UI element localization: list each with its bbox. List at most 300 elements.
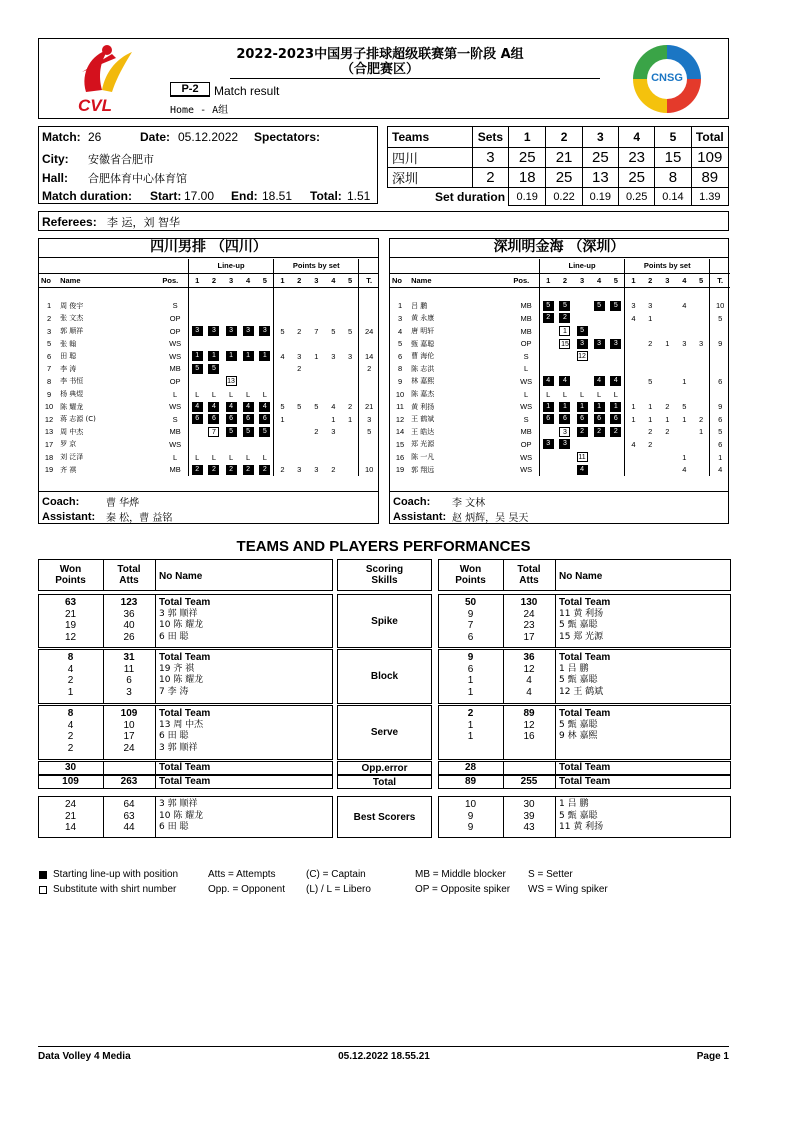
results-set-score: 8 — [655, 168, 691, 188]
player-position: OP — [162, 325, 188, 338]
player-or-team: 3 郭 顺祥 — [159, 799, 198, 809]
starting-position-mark: 5 — [610, 301, 621, 311]
points-set-header: 2 — [642, 273, 659, 287]
player-total: 3 — [367, 414, 372, 424]
set-points: 2 — [693, 413, 710, 426]
total-atts: 30 — [523, 799, 535, 810]
player-total — [359, 438, 379, 451]
player-number: 1 — [46, 301, 52, 311]
won-points: 2 — [467, 708, 474, 719]
set-points — [659, 312, 676, 325]
player-total — [710, 363, 730, 376]
skill-label: Best Scorers — [353, 811, 416, 823]
set-points — [274, 300, 291, 313]
player-total: 6 — [718, 414, 723, 424]
set-points — [659, 451, 676, 464]
player-row — [389, 350, 730, 363]
total-atts: 11 — [123, 663, 135, 675]
set-points — [274, 312, 291, 325]
results-set-score: 13 — [582, 168, 618, 188]
set-points — [342, 426, 359, 439]
player-total — [359, 451, 379, 464]
total-atts: 4 — [526, 686, 532, 698]
set-points: 1 — [331, 414, 336, 424]
player-name: 黄 利扬 — [411, 402, 435, 411]
team-a-coach: 曹 华烨 — [106, 498, 140, 509]
set-points — [659, 300, 676, 313]
set-points — [308, 438, 325, 451]
set-duration: 0.19 — [509, 188, 546, 206]
player-name: 王 鹤斌 — [411, 415, 435, 424]
set-points: 2 — [314, 427, 319, 437]
set-points — [693, 325, 710, 338]
no-header: No — [389, 273, 411, 287]
set-points — [693, 463, 710, 476]
end-label: End: — [231, 189, 258, 203]
set-points — [625, 363, 642, 376]
lineup-set-header: 4 — [591, 273, 608, 287]
set-points: 2 — [342, 400, 359, 413]
lineup-set-header: 3 — [223, 273, 240, 287]
player-row — [38, 325, 379, 338]
player-total: 2 — [367, 364, 372, 374]
starting-position-mark: 4 — [610, 376, 621, 386]
player-name: 陈 志洪 — [411, 364, 435, 373]
points-set-header: 3 — [659, 273, 676, 287]
total-atts: 123 — [120, 597, 138, 608]
total-header: T. — [359, 273, 379, 287]
starting-position-mark: 4 — [192, 402, 203, 412]
roster-table — [389, 259, 730, 476]
set-points: 1 — [631, 402, 636, 412]
no-name-header: No Name — [159, 571, 203, 582]
won-points: 9 — [467, 822, 474, 833]
starting-position-mark: 2 — [610, 427, 621, 437]
won-points: 12 — [64, 631, 77, 643]
player-number: 5 — [397, 339, 403, 349]
duration-label: Match duration: — [42, 189, 132, 203]
team-a-assistant-label: Assistant: — [42, 511, 96, 523]
player-or-team: 10 陈 耀龙 — [159, 620, 204, 630]
name-header: Name — [60, 273, 162, 287]
team-b-assistant-label: Assistant: — [393, 511, 447, 523]
legend — [38, 868, 738, 900]
player-position: S — [513, 350, 539, 363]
results-team: 四川 — [388, 148, 473, 168]
set-points: 7 — [314, 326, 319, 336]
player-position: L — [162, 388, 188, 401]
libero-mark: L — [211, 452, 217, 462]
set-points: 5 — [314, 402, 319, 412]
set-points — [693, 438, 710, 451]
legend-op: OP = Opposite spiker — [415, 884, 511, 895]
starting-position-mark: 5 — [559, 301, 570, 311]
won-points: 21 — [64, 608, 77, 620]
starting-position-mark: 1 — [226, 351, 237, 361]
player-total: 4 — [718, 465, 723, 475]
results-header-teams: Teams — [388, 127, 473, 148]
libero-mark: L — [597, 389, 602, 399]
lineup-header: Line-up — [188, 259, 273, 273]
won-points: 2 — [67, 742, 74, 754]
hall-value: 合肥体育中心体育馆 — [88, 172, 187, 185]
pos-header: Pos. — [513, 273, 539, 287]
player-number: 1 — [397, 301, 403, 311]
libero-mark: L — [613, 389, 618, 399]
won-points: 9 — [467, 608, 474, 620]
pos-header: Pos. — [162, 273, 188, 287]
team-b-assistant: 赵 炳辉，吴 昊天 — [452, 513, 529, 524]
total-atts: 24 — [123, 742, 135, 754]
total-atts: 16 — [523, 731, 535, 742]
set-points — [342, 451, 359, 464]
cnsg-logo — [628, 42, 706, 116]
set-points — [642, 451, 659, 464]
player-total — [359, 388, 379, 401]
player-name: 李 书恒 — [60, 377, 84, 386]
player-total — [359, 337, 379, 350]
player-or-team: Total Team — [159, 597, 211, 608]
starting-position-mark: 3 — [543, 439, 554, 449]
player-name: 林 嘉熙 — [411, 377, 435, 386]
set-points: 5 — [280, 402, 285, 412]
player-or-team: 6 田 聪 — [159, 731, 189, 741]
substitute-mark: 7 — [208, 427, 219, 437]
results-header-set2: 2 — [546, 127, 582, 148]
match-label: Match: — [42, 130, 81, 144]
player-total: 21 — [365, 402, 374, 412]
player-position: WS — [513, 375, 539, 388]
start-value: 17.00 — [184, 189, 215, 203]
set-points — [325, 337, 342, 350]
legend-ws: WS = Wing spiker — [528, 884, 608, 895]
set-points — [308, 413, 325, 426]
player-name: 吕 鹏 — [411, 301, 428, 310]
set-points: 1 — [693, 426, 710, 439]
player-or-team: 13 周 中杰 — [159, 719, 204, 730]
player-or-team: 5 甄 嘉聪 — [559, 620, 598, 630]
points-set-header: 2 — [291, 273, 308, 287]
team-a-coach-rule — [38, 491, 379, 492]
doc-category: Home - A组 — [170, 105, 229, 116]
player-number: 8 — [46, 376, 52, 386]
set-points — [693, 388, 710, 401]
player-number: 19 — [44, 465, 54, 475]
starting-position-mark: 6 — [577, 414, 588, 424]
set-points: 2 — [280, 465, 285, 475]
player-position: MB — [513, 312, 539, 325]
player-or-team: 3 郭 顺祥 — [159, 742, 198, 753]
total-label: Total: — [310, 189, 342, 203]
set-points — [291, 312, 308, 325]
set-points — [676, 388, 693, 401]
player-row — [389, 375, 730, 388]
player-number: 3 — [46, 326, 52, 336]
legend-opp: Opp. = Opponent — [208, 884, 286, 895]
set-points — [676, 363, 693, 376]
results-header-set1: 1 — [509, 127, 546, 148]
results-team: 深圳 — [388, 168, 473, 188]
set-points: 4 — [631, 313, 636, 323]
results-header-set3: 3 — [582, 127, 618, 148]
player-or-team: 19 齐 祺 — [159, 663, 195, 674]
won-points: 9 — [467, 810, 474, 822]
set-points — [342, 388, 359, 401]
total-atts: 4 — [526, 675, 532, 686]
footer-right: Page 1 — [696, 1051, 729, 1062]
starting-position-mark: 5 — [259, 427, 270, 437]
player-total: 9 — [718, 402, 723, 412]
player-or-team: 11 黄 利扬 — [559, 608, 604, 619]
starting-position-mark: 3 — [610, 339, 621, 349]
set-points — [325, 388, 342, 401]
starting-position-mark: 6 — [226, 414, 237, 424]
results-row-sichuan — [388, 148, 729, 168]
set-points — [642, 388, 659, 401]
set-points — [625, 463, 642, 476]
starting-position-mark: 3 — [192, 326, 203, 336]
scoring-skills-header: Scoring Skills — [365, 564, 404, 586]
player-row — [38, 438, 379, 451]
starting-position-mark: 6 — [208, 414, 219, 424]
player-name: 齐 祺 — [60, 465, 77, 474]
set-points — [342, 463, 359, 476]
player-row — [38, 375, 379, 388]
points-set-header: 4 — [676, 273, 693, 287]
set-points: 1 — [665, 339, 670, 349]
total-atts: 255 — [520, 776, 538, 787]
lineup-set-header: 5 — [608, 273, 625, 287]
cvl-logo-text: CVL — [78, 96, 112, 115]
total-atts: 40 — [123, 620, 135, 631]
results-set-score: 25 — [546, 168, 582, 188]
player-or-team: 7 李 涛 — [159, 686, 189, 697]
player-row — [38, 413, 379, 426]
set-points — [291, 388, 308, 401]
start-label: Start: — [150, 189, 182, 203]
starting-position-mark: 2 — [559, 313, 570, 323]
total-atts: 12 — [523, 663, 535, 675]
points-set-header: 5 — [342, 273, 359, 287]
player-number: 9 — [46, 389, 52, 399]
player-total: 6 — [718, 376, 723, 386]
substitute-mark: 15 — [561, 340, 569, 348]
team-a-name: 四川男排 （四川） — [38, 238, 379, 258]
total-atts: 36 — [123, 608, 135, 620]
libero-mark: L — [262, 452, 267, 462]
player-number: 4 — [397, 326, 403, 336]
skill-label: Total — [372, 776, 397, 788]
results-header-total: Total — [691, 127, 728, 148]
skill-label: Serve — [370, 727, 399, 738]
player-total — [710, 350, 730, 363]
player-total: 5 — [718, 427, 723, 437]
set-points — [676, 312, 693, 325]
set-points — [308, 312, 325, 325]
total-header: T. — [710, 273, 730, 287]
lineup-set-header: 1 — [188, 273, 205, 287]
player-or-team: Total Team — [159, 776, 211, 787]
player-name: 曹 海伦 — [411, 352, 435, 361]
won-points: 14 — [64, 822, 77, 833]
total-atts: 44 — [123, 822, 135, 833]
starting-position-mark: 1 — [594, 402, 605, 412]
substitute-marker-icon — [39, 886, 47, 894]
player-row — [389, 413, 730, 426]
performances-title: TEAMS AND PLAYERS PERFORMANCES — [236, 538, 531, 555]
starting-position-mark: 6 — [610, 414, 621, 424]
starting-position-mark: 3 — [243, 326, 254, 336]
set-points — [291, 426, 308, 439]
set-duration-label: Set duration — [388, 188, 509, 206]
player-row — [389, 426, 730, 439]
won-points: 10 — [464, 799, 477, 810]
set-points: 1 — [631, 414, 636, 424]
skill-label: Opp.error — [361, 762, 408, 774]
team-a-coach-label: Coach: — [42, 496, 80, 508]
won-points: 1 — [67, 686, 74, 698]
substitute-mark: 3 — [559, 427, 570, 437]
player-row — [389, 463, 730, 476]
player-number: 5 — [46, 339, 52, 349]
points-header: Points by set — [625, 259, 710, 273]
footer-rule — [38, 1046, 729, 1047]
set-points — [308, 363, 325, 376]
starting-position-mark: 1 — [259, 351, 270, 361]
starting-position-mark: 2 — [226, 465, 237, 475]
total-atts: 23 — [523, 620, 535, 631]
name-header: Name — [411, 273, 513, 287]
total-atts: 31 — [123, 652, 135, 663]
set-points: 3 — [314, 465, 319, 475]
total-atts: 43 — [523, 822, 535, 833]
set-points — [659, 388, 676, 401]
player-total: 6 — [718, 439, 723, 449]
set-points: 5 — [342, 325, 359, 338]
starting-position-mark: 3 — [577, 339, 588, 349]
set-points — [308, 388, 325, 401]
total-atts: 24 — [523, 608, 535, 620]
lineup-set-header: 1 — [539, 273, 556, 287]
set-points — [676, 325, 693, 338]
player-position: MB — [162, 463, 188, 476]
player-position: S — [162, 413, 188, 426]
won-points: 4 — [67, 719, 74, 731]
libero-mark: L — [195, 389, 200, 399]
set-points — [325, 451, 342, 464]
results-set-score: 18 — [509, 168, 546, 188]
player-name: 黄 永康 — [411, 314, 435, 323]
player-position: MB — [162, 426, 188, 439]
set-points: 1 — [342, 413, 359, 426]
player-or-team: Total Team — [559, 597, 611, 608]
player-position: S — [513, 413, 539, 426]
set-points — [308, 451, 325, 464]
set-points — [325, 312, 342, 325]
total-atts: 64 — [123, 799, 135, 810]
won-points: 1 — [467, 686, 474, 698]
starting-position-mark: 1 — [559, 402, 570, 412]
results-set-score: 21 — [546, 148, 582, 168]
starting-position-mark: 6 — [559, 414, 570, 424]
won-points: 9 — [467, 652, 474, 663]
player-or-team: Total Team — [559, 776, 611, 787]
set-points: 4 — [280, 351, 285, 361]
starting-position-mark: 3 — [259, 326, 270, 336]
player-number: 19 — [395, 465, 405, 475]
starting-position-mark: 3 — [594, 339, 605, 349]
won-points: 4 — [67, 663, 74, 675]
player-position: L — [513, 388, 539, 401]
player-or-team: Total Team — [559, 652, 611, 663]
player-or-team: Total Team — [159, 762, 211, 773]
libero-mark: L — [579, 389, 585, 399]
player-name: 蒋 志源 (C) — [60, 415, 96, 424]
set-points — [291, 413, 308, 426]
points-set-header: 4 — [325, 273, 342, 287]
won-points: 6 — [467, 631, 474, 643]
set-points — [693, 400, 710, 413]
player-row — [38, 337, 379, 350]
city-value: 安徽省合肥市 — [88, 153, 154, 166]
won-points: 2 — [67, 731, 74, 742]
libero-mark: L — [262, 389, 267, 399]
results-sets: 3 — [472, 148, 508, 168]
set-points — [342, 438, 359, 451]
team-b-coach: 李 文林 — [452, 498, 486, 509]
libero-mark: L — [195, 452, 200, 462]
results-set-score: 25 — [619, 168, 655, 188]
set-points: 4 — [682, 465, 687, 475]
player-name: 郭 顺祥 — [60, 327, 84, 336]
set-points — [625, 325, 642, 338]
player-number: 12 — [44, 414, 54, 424]
starting-position-mark: 6 — [543, 414, 554, 424]
set-points — [274, 375, 291, 388]
set-points: 3 — [331, 427, 336, 437]
set-points: 3 — [331, 351, 336, 361]
player-or-team: Total Team — [159, 708, 211, 719]
player-or-team: 5 甄 嘉聪 — [559, 719, 598, 730]
set-points — [325, 438, 342, 451]
set-points: 2 — [297, 364, 302, 374]
set-points — [693, 300, 710, 313]
set-points — [291, 300, 308, 313]
starting-position-mark: 5 — [208, 364, 219, 374]
starting-position-mark: 1 — [543, 402, 554, 412]
set-points — [291, 337, 308, 350]
player-position: OP — [513, 438, 539, 451]
set-points — [308, 375, 325, 388]
starting-position-mark: 1 — [577, 402, 588, 412]
team-a-assistant: 秦 松，曹 益铭 — [106, 513, 173, 524]
date-label: Date: — [140, 130, 171, 144]
set-points: 5 — [648, 376, 653, 386]
set-points — [693, 363, 710, 376]
page-title: 2022-2023中国男子排球超级联赛第一阶段 A组 — [236, 47, 524, 62]
set-points: 1 — [280, 414, 285, 424]
set-points — [325, 375, 342, 388]
set-points — [642, 463, 659, 476]
won-points: 7 — [467, 620, 474, 631]
set-points: 3 — [682, 339, 687, 349]
player-name: 甄 嘉聪 — [411, 339, 435, 348]
starting-position-mark: 2 — [243, 465, 254, 475]
player-or-team: 15 郑 光源 — [559, 631, 604, 642]
player-position: WS — [162, 438, 188, 451]
player-row — [38, 350, 379, 363]
won-points: 6 — [467, 663, 474, 675]
